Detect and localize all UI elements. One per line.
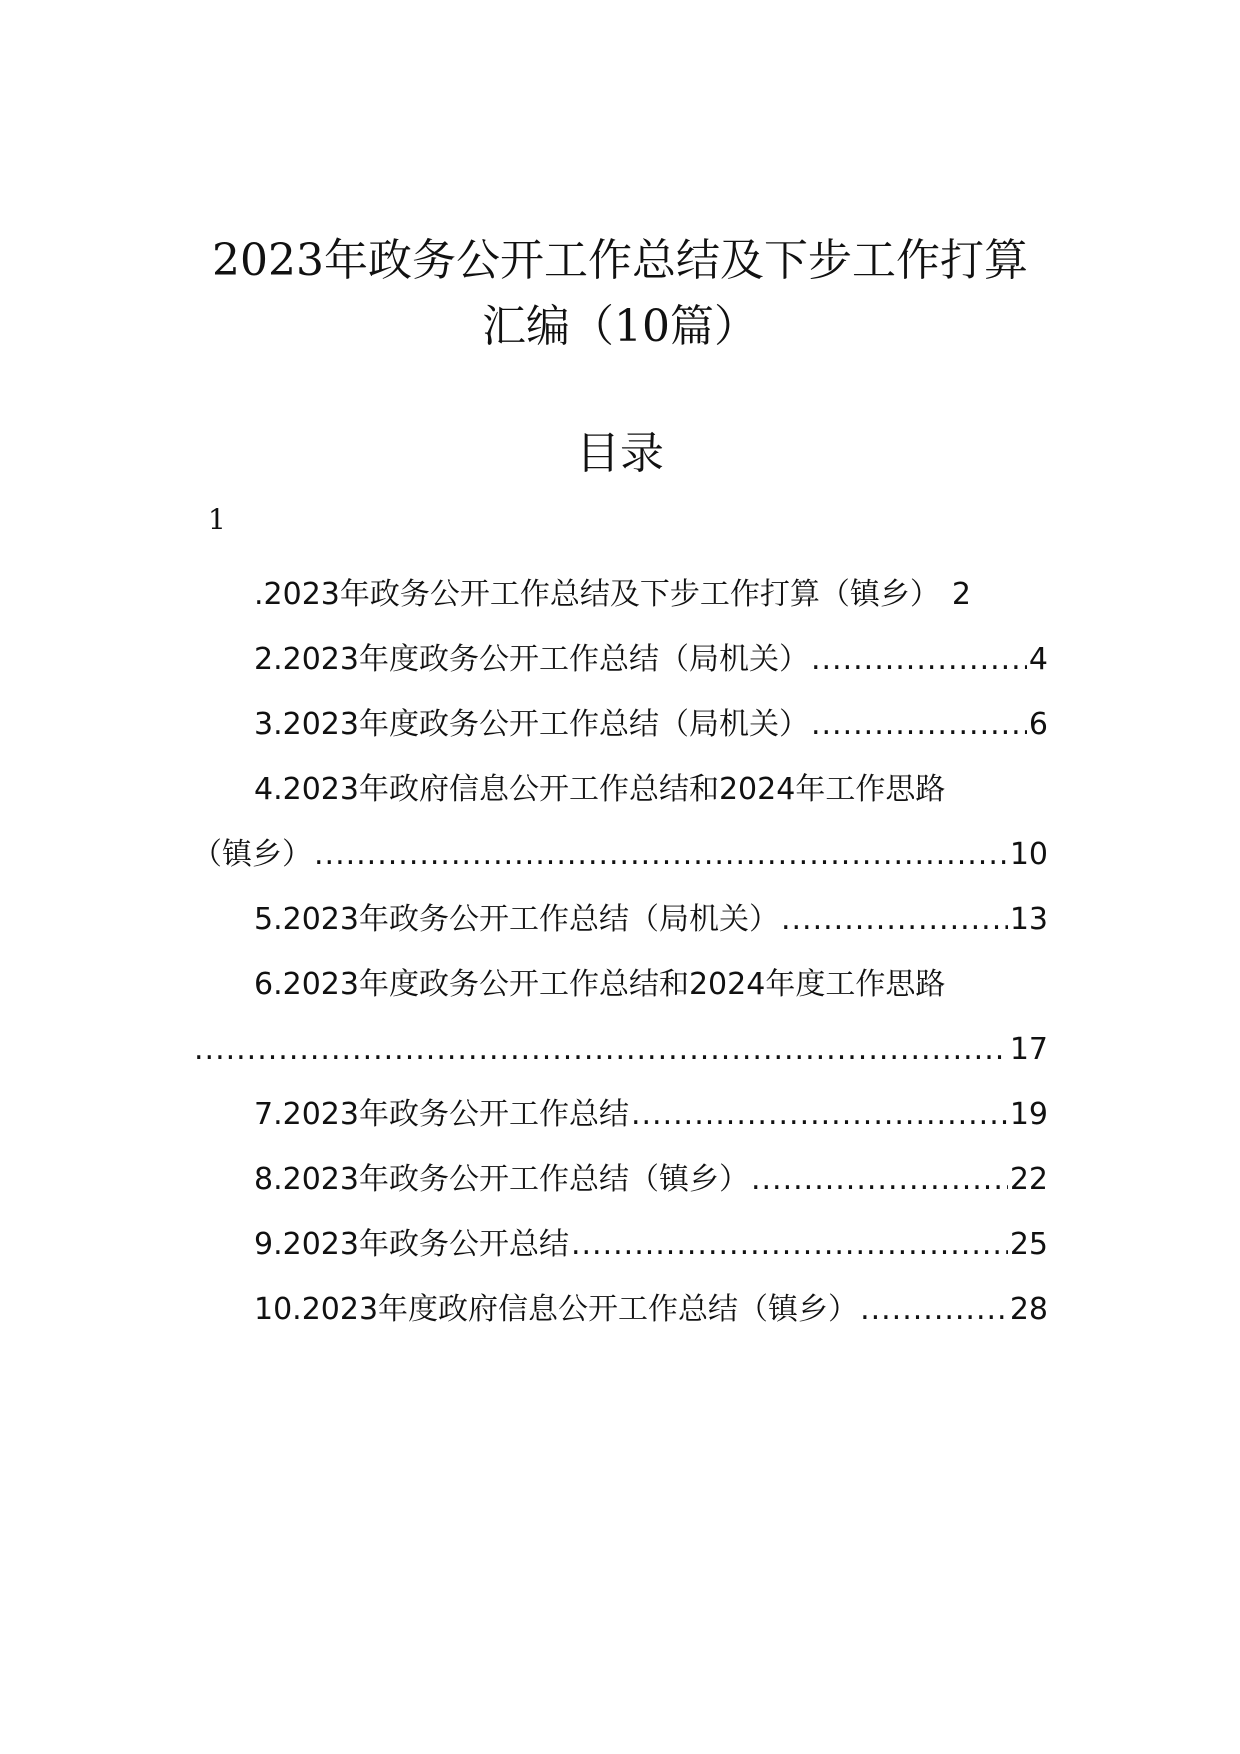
toc-entry-5[interactable]: [192, 887, 1048, 952]
toc-entry-title: 10.2023年度政府信息公开工作总结（镇乡）: [254, 1292, 859, 1327]
toc-entry-1[interactable]: [192, 562, 1048, 627]
toc-leader-dots: [631, 1082, 1008, 1147]
toc-entry-title: 7.2023年政务公开工作总结: [254, 1097, 629, 1132]
toc-leader-dots: [811, 627, 1027, 692]
toc-entry-page: 13: [1009, 902, 1048, 937]
toc-leader-dots: [751, 1147, 1008, 1212]
toc-entry-page: 19: [1009, 1097, 1048, 1132]
toc-entry-title: 4.2023年政府信息公开工作总结和2024年工作思路: [254, 772, 946, 807]
toc-entry-page: 2: [951, 577, 971, 612]
toc-entry-title: 9.2023年政务公开总结: [254, 1227, 569, 1262]
toc-entry-3[interactable]: [192, 692, 1048, 757]
toc-entry-title-continuation: （镇乡）: [192, 837, 312, 872]
toc-entry-title: 3.2023年度政务公开工作总结（局机关）: [254, 707, 809, 742]
document-title-line-2: 汇编（10篇）: [482, 301, 758, 352]
toc-entry-8[interactable]: [192, 1147, 1048, 1212]
toc-entry-9[interactable]: [192, 1212, 1048, 1277]
toc-leader-dots: [781, 887, 1008, 952]
toc-entry-page: 25: [1009, 1227, 1048, 1262]
toc-entry-7[interactable]: [192, 1082, 1048, 1147]
toc-entry-page: 17: [1009, 1032, 1048, 1067]
toc-leader-dots: [860, 1277, 1008, 1342]
toc-heading: 目录: [576, 428, 664, 479]
toc-entry-10[interactable]: [192, 1277, 1048, 1342]
toc-leader-dots: [314, 822, 1008, 887]
table-of-contents: [192, 562, 1048, 1342]
toc-entry-page: 22: [1009, 1162, 1048, 1197]
toc-entry-6-continuation[interactable]: [192, 1017, 1048, 1082]
toc-leader-dots: [811, 692, 1027, 757]
toc-entry-title: 6.2023年度政务公开工作总结和2024年度工作思路: [254, 967, 946, 1002]
toc-entry-title: 8.2023年政务公开工作总结（镇乡）: [254, 1162, 749, 1197]
toc-entry-title: 2.2023年度政务公开工作总结（局机关）: [254, 642, 809, 677]
toc-entry-2[interactable]: [192, 627, 1048, 692]
toc-entry-6[interactable]: [192, 952, 1048, 1017]
toc-entry-title: 5.2023年政务公开工作总结（局机关）: [254, 902, 779, 937]
toc-leader-dots: [194, 1017, 1008, 1082]
toc-entry-page: 4: [1028, 642, 1048, 677]
toc-entry-title: .2023年政务公开工作总结及下步工作打算（镇乡）: [254, 577, 940, 612]
stray-number: 1: [208, 503, 226, 536]
toc-entry-4-continuation[interactable]: [192, 822, 1048, 887]
toc-leader-dots: [571, 1212, 1008, 1277]
document-title-line-1: 2023年政务公开工作总结及下步工作打算: [212, 235, 1028, 286]
toc-entry-page: 10: [1009, 837, 1048, 872]
toc-entry-page: 28: [1009, 1292, 1048, 1327]
toc-entry-page: 6: [1028, 707, 1048, 742]
toc-entry-4[interactable]: [192, 757, 1048, 822]
